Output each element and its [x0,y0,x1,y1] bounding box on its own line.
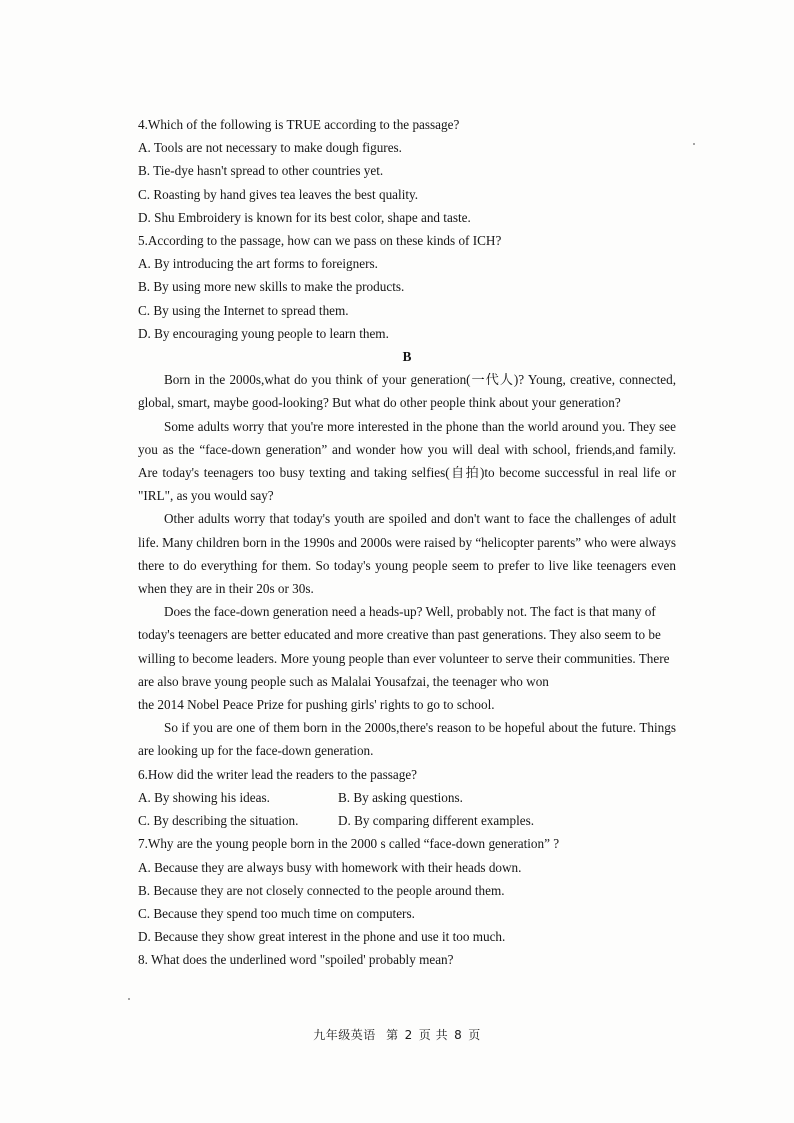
q4-option-b: B. Tie-dye hasn't spread to other countries yet. [138,163,384,179]
passage-paragraph-5: So if you are one of them born in the 2000s,there's reason to be hopeful about the future. Things are looking up for the face-down generation. [138,720,676,759]
section-b-title: B [402,349,412,365]
footer-page-suffix: 页 [468,1028,481,1042]
q4-option-c: C. Roasting by hand gives tea leaves the best quality. [138,186,419,202]
q7-option-a: A. Because they are always busy with homework with their heads down. [138,859,522,875]
q5-option-c: C. By using the Internet to spread them. [138,302,349,318]
q6-options-row-1 [138,786,676,809]
q7-option-c: C. Because they spend too much time on computers. [138,905,415,921]
footer-subject: 九年级英语 [313,1028,376,1042]
q5-option-d: D. By encouraging young people to learn them. [138,325,389,341]
q7-option-b: B. Because they are not closely connected to the people around them. [138,882,505,898]
question-4: 4.Which of the following is TRUE according to the passage? [138,117,460,132]
passage-paragraph-1: Born in the 2000s,what do you think of your generation(一代人)? Young, creative, connected, global, smart, maybe good-looking? But what do other people think about your generation? [138,372,676,411]
q4-option-d: D. Shu Embroidery is known for its best color, shape and taste. [138,209,471,225]
question-5: 5.According to the passage, how can we pass on these kinds of ICH? [138,233,502,249]
q6-options-row-2 [138,809,676,832]
footer-page-prefix: 第 [386,1028,399,1042]
scan-speck [128,998,130,1000]
scan-speck [693,143,695,145]
footer-page-total: 8 [454,1028,463,1042]
q6-option-d: D. By comparing different examples. [338,813,535,829]
q6-option-b: B. By asking questions. [338,789,463,805]
question-8: 8. What does the underlined word "spoiled' probably mean? [138,952,454,968]
passage-paragraph-2: Some adults worry that you're more interested in the phone than the world around you. They see you as the “face-down generation” and wonder how you will deal with school, friends,and family. Are today's teenagers too busy texting and taking selfies(自拍)to become successful in real life or "IRL", as you would say? [138,418,676,504]
q5-option-a: A. By introducing the art forms to foreigners. [138,256,378,272]
question-6: 6.How did the writer lead the readers to the passage? [138,766,418,782]
q7-option-d: D. Because they show great interest in the phone and use it too much. [138,929,506,945]
passage-paragraph-3: Other adults worry that today's youth are spoiled and don't want to face the challenges of adult life. Many children born in the 1990s and 2000s were raised by “helicopter parents” who were always there to do everything for them. So today's young people seem to prefer to live like teenagers even when they are in their 20s or 30s. [138,511,676,597]
page-content [138,113,676,972]
footer-page-number: 2 [404,1028,413,1042]
q6-option-a: A. By showing his ideas. [138,789,270,805]
q6-option-c: C. By describing the situation. [138,813,299,829]
footer-page-mid: 页 共 [418,1028,449,1042]
page-footer [0,1026,794,1043]
passage-paragraph-4: Does the face-down generation need a heads-up? Well, probably not. The fact is that many of today's teenagers are better educated and more creative than past generations. They also seem to be willing to become leaders. More young people than ever volunteer to serve their communities. There are also brave young people such as Malalai Yousafzai, the teenager who won [138,604,670,689]
q5-option-b: B. By using more new skills to make the products. [138,279,405,295]
question-7: 7.Why are the young people born in the 2000 s called “face-down generation” ? [138,836,560,852]
passage-paragraph-4-continued: the 2014 Nobel Peace Prize for pushing girls' rights to go to school. [138,697,495,713]
q4-option-a: A. Tools are not necessary to make dough figures. [138,140,402,156]
